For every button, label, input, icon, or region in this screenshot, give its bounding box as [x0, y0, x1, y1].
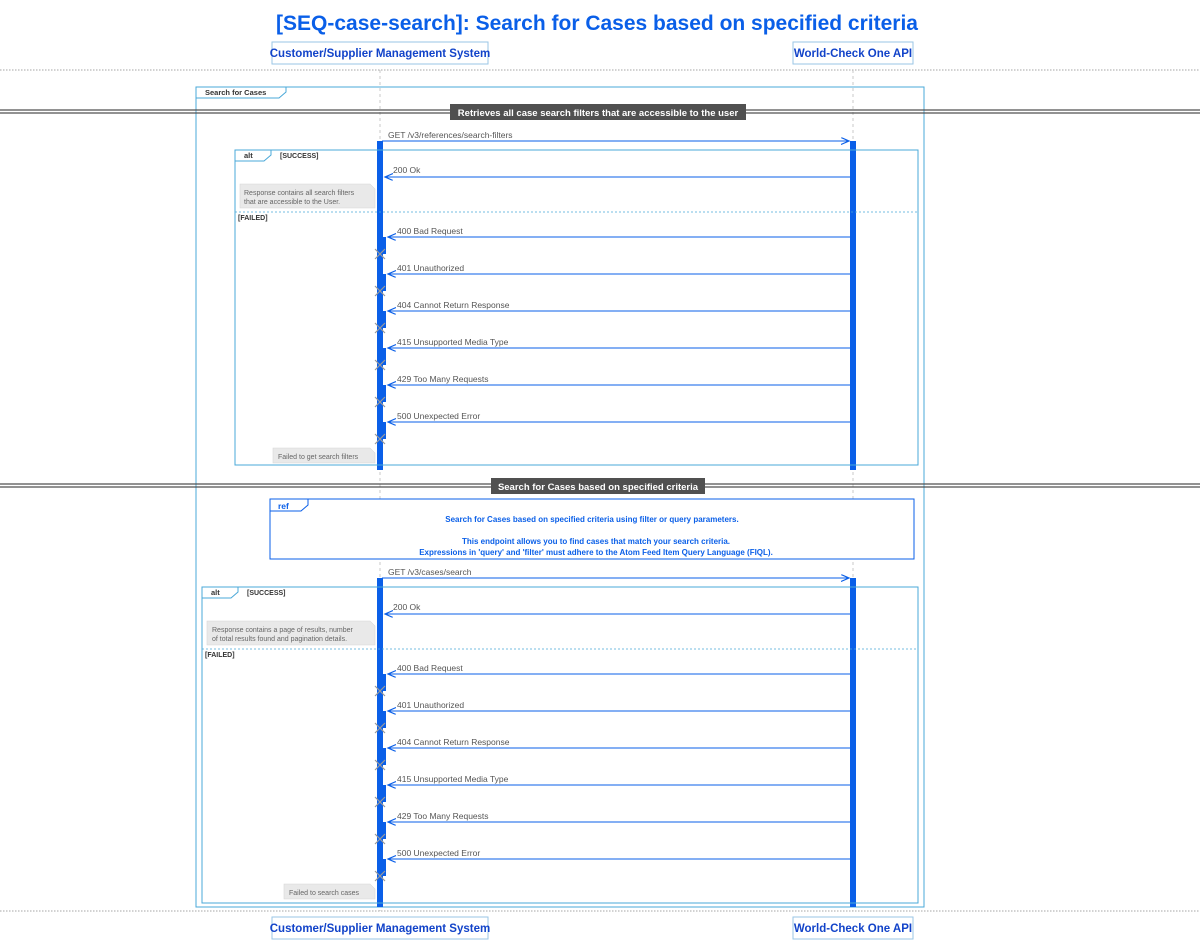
section-divider-1-label: Retrieves all case search filters that are accessible to the user [457, 108, 739, 119]
section-divider-2-label: Search for Cases based on specified criteria [497, 482, 699, 493]
request-message-1 [382, 130, 849, 141]
alt-2-failed-guard: [FAILED] [205, 652, 235, 659]
error-message-label: 415 Unsupported Media Type [397, 774, 509, 784]
failed-note-1-label: Failed to get search filters [278, 454, 359, 461]
success-note-2-line1: Response contains a page of results, number [212, 627, 353, 634]
error-message-label: 429 Too Many Requests [397, 811, 489, 821]
error-message-label: 401 Unauthorized [397, 263, 465, 273]
success-note-1-line1: Response contains all search filters [244, 190, 355, 197]
error-message-label: 401 Unauthorized [397, 700, 465, 710]
success-note-2-line2: of total results found and pagination details. [212, 636, 348, 643]
error-message [375, 663, 850, 696]
success-note-2 [207, 621, 375, 645]
activation-right-2 [850, 578, 856, 907]
diagram-title: [SEQ-case-search]: Search for Cases based on specified criteria [276, 12, 918, 35]
success-response-1 [385, 165, 850, 177]
alt-1-failed-guard: [FAILED] [238, 215, 268, 222]
participant-left-bottom-label: Customer/Supplier Management System [269, 923, 491, 935]
success-response-2-label: 200 Ok [393, 602, 421, 612]
error-message [375, 300, 850, 333]
error-message [375, 700, 850, 733]
participant-right-bottom [793, 917, 913, 939]
error-message [375, 811, 850, 844]
participant-right-label: World-Check One API [793, 48, 913, 60]
failed-note-2 [284, 884, 375, 899]
alt-1-success-guard: [SUCCESS] [280, 153, 319, 160]
error-message [375, 374, 850, 407]
group-label: Search for Cases [205, 88, 267, 97]
error-message [375, 263, 850, 296]
request-message-2 [382, 567, 849, 578]
error-message [375, 226, 850, 259]
failed-note-2-label: Failed to search cases [289, 890, 360, 897]
error-message [375, 848, 850, 881]
error-message [375, 411, 850, 444]
ref-keyword: ref [278, 501, 289, 511]
section-divider-1 [0, 104, 1200, 120]
error-message-label: 415 Unsupported Media Type [397, 337, 509, 347]
success-note-1 [240, 184, 375, 208]
alt-2-success-guard: [SUCCESS] [247, 590, 286, 597]
failed-note-1 [273, 448, 375, 463]
error-messages-2 [375, 663, 850, 881]
activation-left-1 [377, 141, 383, 470]
error-message-label: 429 Too Many Requests [397, 374, 489, 384]
participant-left-bottom [270, 917, 490, 939]
section-divider-2 [0, 478, 1200, 494]
error-messages-1 [375, 226, 850, 444]
alt-2-keyword: alt [211, 588, 220, 597]
alt-1-keyword: alt [244, 151, 253, 160]
ref-line-1: Search for Cases based on specified criteria using filter or query parameters. [445, 515, 739, 524]
error-message-label: 400 Bad Request [397, 226, 463, 236]
request-2-label: GET /v3/cases/search [388, 567, 472, 577]
activation-right-1 [850, 141, 856, 470]
success-response-1-label: 200 Ok [393, 165, 421, 175]
ref-line-3: This endpoint allows you to find cases that match your search criteria. [461, 537, 731, 546]
participant-left-top [270, 42, 490, 64]
error-message-label: 404 Cannot Return Response [397, 300, 510, 310]
error-message [375, 337, 850, 370]
error-message [375, 737, 850, 770]
participant-right-top [793, 42, 913, 64]
error-message-label: 400 Bad Request [397, 663, 463, 673]
error-message-label: 500 Unexpected Error [397, 848, 481, 858]
success-note-1-line2: that are accessible to the User. [244, 199, 341, 206]
ref-line-4: Expressions in 'query' and 'filter' must adhere to the Atom Feed Item Query Language (FIQL). [419, 548, 773, 557]
participant-right-bottom-label: World-Check One API [793, 923, 913, 935]
success-response-2 [385, 602, 850, 614]
error-message-label: 500 Unexpected Error [397, 411, 481, 421]
error-message-label: 404 Cannot Return Response [397, 737, 510, 747]
request-1-label: GET /v3/references/search-filters [388, 130, 513, 140]
ref-frame [270, 499, 914, 559]
activation-left-2 [377, 578, 383, 907]
participant-left-label: Customer/Supplier Management System [269, 48, 491, 60]
group-frame [196, 87, 924, 907]
error-message [375, 774, 850, 807]
